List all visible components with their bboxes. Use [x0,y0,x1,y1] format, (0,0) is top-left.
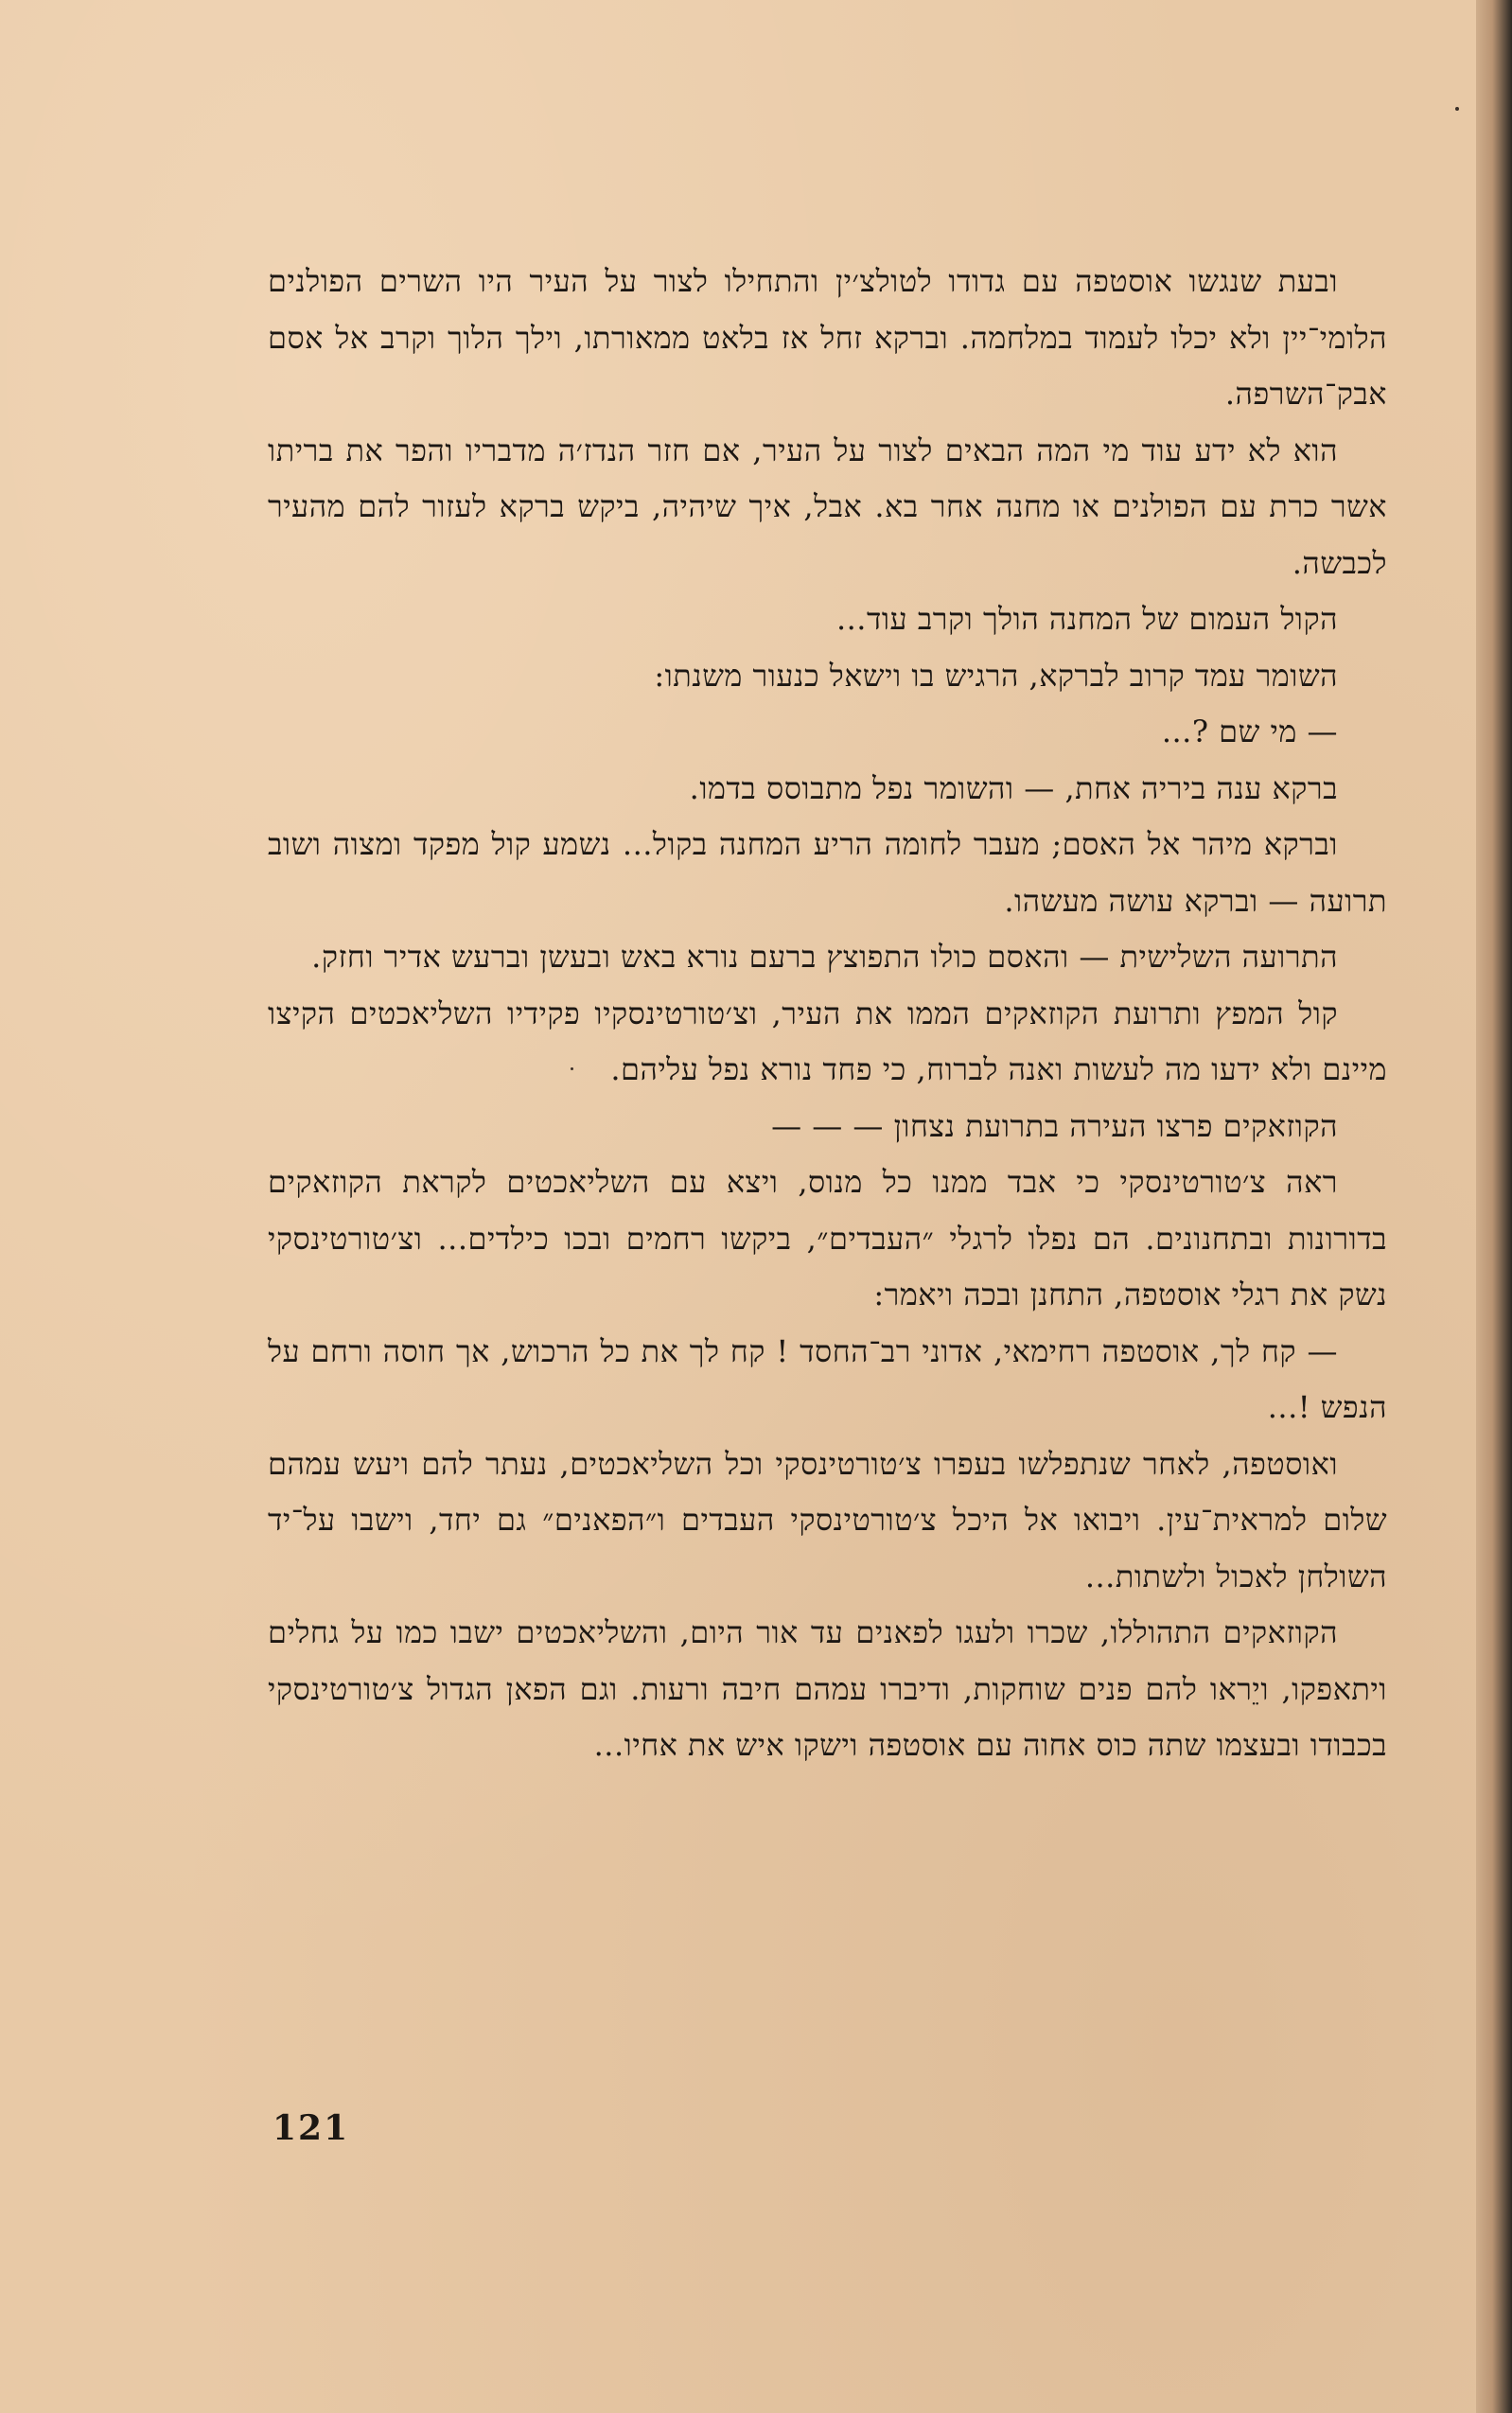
body-text [268,254,1387,1774]
paragraph: וברקא מיהר אל האסם; מעבר לחומה הריע המחנה בקול... נשמע קול מפקד ומצוה ושוב תרועה — וברקא עושה מעשהו. [268,826,1387,919]
paragraph: התרועה השלישית — והאסם כולו התפוצץ ברעם נורא באש ובעשן וברעש אדיר וחזק. [311,939,1338,975]
paragraph: השומר עמד קרוב לברקא, הרגיש בו וישאל כנעור משנתו: [654,657,1338,694]
dialogue-line: — קח לך, אוסטפה רחימאי, אדוני רב־החסד ! קח לך את כל הרכוש, אך חוסה ורחם על הנפש !... [268,1332,1387,1425]
paragraph: ואוסטפה, לאחר שנתפלשו בעפרו צ׳טורטינסקי וכל השליאכטים, נעתר להם ויעש עמהם שלום למראית־עין. ויבואו אל היכל צ׳טורטינסקי העבדים ו״הפאנים״ גם יחד, וישבו על־יד השולחן לאכול ולשתות... [268,1445,1388,1594]
paragraph: ברקא ענה ביריה אחת, — והשומר נפל מתבוסס בדמו. [689,769,1338,806]
paragraph: הקול העמום של המחנה הולך וקרב עוד... [835,601,1338,637]
book-spine-edge [1476,0,1512,2413]
paper-speck [1455,107,1459,111]
paragraph: הקוזאקים התהוללו, שכרו ולעגו לפאנים עד אור היום, והשליאכטים ישבו כמו על גחלים ויתאפקו, ויֵראו להם פנים שוחקות, ודיברו עמהם חיבה ורעות. וגם הפאן הגדול צ׳טורטינסקי בכבודו ובעצמו שתה כוס אחוה עם אוסטפה וישקו איש את אחיו... [268,1614,1387,1763]
page-number: 121 [273,2108,350,2148]
paragraph: ראה צ׳טורטינסקי כי אבד ממנו כל מנוס, ויצא עם השליאכטים לקראת הקוזאקים בדורונות ובתחנונים. הם נפלו לרגלי ״העבדים״, ביקשו רחמים ובכו כילדים... וצ׳טורטינסקי נשק את רגלי אוסטפה, התחנן ובכה ויאמר: [268,1164,1388,1312]
paragraph: הוא לא ידע עוד מי המה הבאים לצור על העיר, אם חזר הנדז׳ה מדבריו והפר את בריתו אשר כרת עם הפולנים או מחנה אחר בא. אבל, איך שיהיה, ביקש ברקא לעזור להם מהעיר לכבשה. [268,432,1387,581]
paragraph: ובעת שנגשו אוסטפה עם גדודו לטולצ׳ין והתחילו לצור על העיר היו השרים הפולנים הלומי־יין ולא יכלו לעמוד במלחמה. וברקא זחל אז בלאט ממאורתו, וילך הלוך וקרב אל אסם אבק־השרפה. [268,263,1388,412]
paragraph: הקוזאקים פרצו העירה בתרועת נצחון — — — [771,1107,1338,1144]
dialogue-line: — מי שם ?... [1161,713,1338,749]
paragraph: קול המפץ ותרועת הקוזאקים הממו את העיר, וצ׳טורטינסקיו פקידיו השליאכטים הקיצו מיינם ולא ידעו מה לעשות ואנה לברוח, כי פחד נורא נפל עליהם. [268,995,1387,1087]
